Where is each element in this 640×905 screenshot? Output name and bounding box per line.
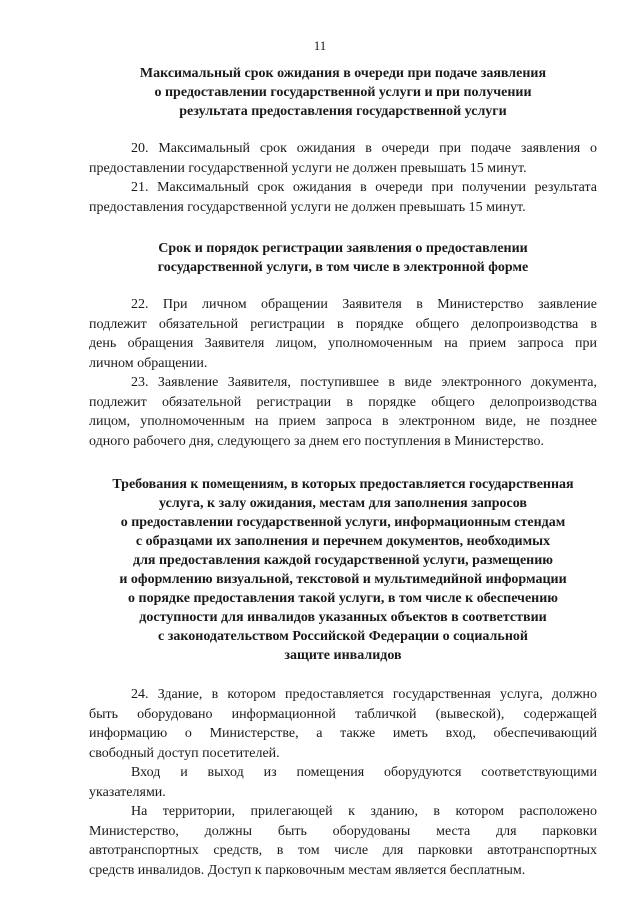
paragraph-line: предоставления государственной услуги не должен превышать 15 минут. [89, 199, 526, 215]
paragraph-line: указателями. [89, 784, 166, 800]
paragraph-line: Министерство, должны быть оборудованы места для парковки [89, 823, 597, 839]
section-heading-line: для предоставления каждой государственной услуги, размещению [132, 553, 554, 568]
section-heading-line: Максимальный срок ожидания в очереди при подаче заявления [139, 66, 547, 81]
paragraph [89, 139, 597, 178]
section-heading-line: Требования к помещениям, в которых предоставляется государственная [112, 477, 574, 492]
paragraph-line: подлежит обязательной регистрации в порядке общего делопроизводства в [89, 316, 597, 332]
section-heading [89, 239, 597, 277]
paragraph [89, 763, 597, 802]
section-heading-line: защите инвалидов [284, 648, 402, 663]
section-heading-line: с законодательством Российской Федерации о социальной [158, 629, 528, 644]
paragraph [89, 685, 597, 763]
page-number: 11 [313, 38, 327, 53]
document-body [89, 64, 597, 880]
paragraph [89, 373, 597, 451]
paragraph-line: одного рабочего дня, следующего за днем его поступления в Министерство. [89, 433, 545, 449]
paragraph [89, 178, 597, 217]
paragraph [89, 295, 597, 373]
paragraph-line: автотранспортных средств, в том числе для парковки автотранспортных [89, 843, 597, 858]
paragraph-line: 24. Здание, в котором предоставляется государственная услуга, должно [131, 687, 597, 702]
paragraph-line: свободный доступ посетителей. [89, 745, 280, 761]
section-heading-line: о порядке предоставления такой услуги, в том числе к обеспечению [128, 591, 558, 606]
section-heading-line: доступности для инвалидов указанных объектов в соответствии [139, 610, 547, 625]
section-heading [89, 64, 597, 121]
section-heading-line: результата предоставления государственной услуги [179, 104, 507, 119]
paragraph-line: день обращения Заявителя лицом, уполномоченным на прием запроса при [89, 336, 597, 351]
section-heading-line: Срок и порядок регистрации заявления о предоставлении [158, 241, 528, 256]
paragraph-line: 22. При личном обращении Заявителя в Министерство заявление [131, 297, 597, 312]
paragraph-line: Вход и выход из помещения оборудуются соответствующими [131, 765, 597, 780]
paragraph-line: личном обращении. [89, 355, 208, 371]
paragraph-line: 21. Максимальный срок ожидания в очереди при получении результата [131, 180, 597, 195]
paragraph-line: информацию о Министерстве, а также иметь вход, обеспечивающий [89, 726, 597, 741]
paragraph-line: 20. Максимальный срок ожидания в очереди при подаче заявления о [131, 141, 597, 156]
paragraph-line: На территории, прилегающей к зданию, в котором расположено [131, 804, 597, 819]
paragraph-line: средств инвалидов. Доступ к парковочным местам является бесплатным. [89, 862, 526, 878]
section-heading-line: и оформлению визуальной, текстовой и мультимедийной информации [119, 572, 567, 587]
paragraph-line: подлежит обязательной регистрации в порядке общего делопроизводства [89, 394, 597, 410]
section-heading-line: государственной услуги, в том числе в электронной форме [157, 260, 529, 275]
section-heading-line: о предоставлении государственной услуги, информационным стендам [120, 515, 566, 530]
section-heading-line: услуга, к залу ожидания, местам для заполнения запросов [159, 496, 527, 511]
section-heading-line: с образцами их заполнения и перечнем документов, необходимых [135, 534, 551, 549]
paragraph-line: быть оборудовано информационной табличкой (вывеской), содержащей [89, 706, 597, 722]
paragraph [89, 802, 597, 880]
section-heading [89, 475, 597, 665]
paragraph-line: предоставлении государственной услуги не должен превышать 15 минут. [89, 160, 527, 176]
paragraph-line: лицом, уполномоченным на прием запроса в электронном виде, не позднее [89, 414, 597, 429]
paragraph-line: 23. Заявление Заявителя, поступившее в виде электронного документа, [131, 375, 597, 390]
section-heading-line: о предоставлении государственной услуги и при получении [154, 85, 532, 100]
